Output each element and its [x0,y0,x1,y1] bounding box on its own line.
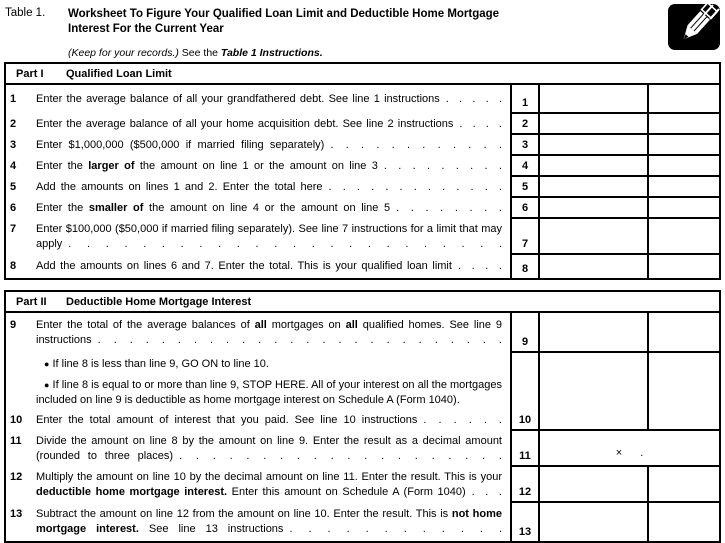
worksheet-row-line-9 [6,313,719,353]
line-2-amount-entry-cell[interactable] [538,114,647,135]
emphasized-text: not home mortgage interest. [36,508,502,535]
line-12-gutter-number: 12 [10,471,23,483]
worksheet-row-line-2 [6,114,719,135]
line-10-text [10,413,502,428]
plain-text: Multiply the amount on line 10 by the decimal amount on line 11. Enter the result. This is your [36,471,502,483]
line-5-gutter-number: 5 [10,181,17,193]
dot-leader: . . . . . . . . . . . . [289,523,502,535]
line-9-gutter-number: 9 [10,319,17,331]
line-2-number-box: 2 [510,114,538,135]
plain-text: See line 13 instructions [138,523,284,535]
bullet-icon: ● [44,359,50,369]
line-12-amount-entry-cell[interactable] [538,467,647,503]
line-4-text [10,159,502,174]
plain-text: Enter the average balance of all your grandfathered debt. See line 1 instructions [36,93,440,105]
line-13-gutter-number: 13 [10,508,23,520]
plain-text: Add the amounts on lines 6 and 7. Enter the total. This is your qualified loan limit [36,260,452,272]
part2-title: Deductible Home Mortgage Interest [66,296,252,308]
line-9-number-box: 9 [510,313,538,353]
line-10-gutter-number: 10 [10,414,23,426]
line-5-description [6,177,510,198]
part2-rows [6,313,719,541]
worksheet-title [68,7,608,61]
dot-leader: . . . . . . . . . . . . . [328,181,502,193]
dot-leader: . . . . [459,118,502,130]
emphasized-text: all [254,319,267,331]
worksheet-title-line1: Worksheet To Figure Your Qualified Loan Limit and Deductible Home Mortgage [68,8,500,20]
line-11-gutter-number: 11 [10,435,22,447]
emphasized-text: smaller of [88,202,144,214]
line-3-amount-entry-cell[interactable] [538,135,647,156]
line-9-description [6,313,510,353]
line-5-number-box: 5 [510,177,538,198]
line-9-secondary-entry-cell[interactable] [647,313,719,353]
line-2-text [10,117,502,132]
line-1-text [10,92,502,107]
line-10-bullet-note: ● If line 8 is equal to or more than line 9, STOP HERE. All of your interest on all the mortgages included on line 9 is deductible as home mortgage interest on Schedule A (Form 1040). [36,379,502,406]
worksheet-title-line2: Interest For the Current Year [68,23,224,35]
line-12-text [10,470,502,500]
line-3-number-box: 3 [510,135,538,156]
line-3-gutter-number: 3 [10,139,17,151]
line-4-description [6,156,510,177]
line-8-description [6,255,510,278]
line-3-description [6,135,510,156]
line-6-amount-entry-cell[interactable] [538,198,647,219]
line-13-text [10,507,502,537]
worksheet-row-line-4 [6,156,719,177]
line-6-gutter-number: 6 [10,202,17,214]
plain-text: the amount on line 4 or the amount on line 5 [143,202,391,214]
line-5-amount-entry-cell[interactable] [538,177,647,198]
dot-leader: . . . . . . . . . [383,160,502,172]
dot-leader: . . . . . . [423,414,502,426]
emphasized-text: larger of [88,160,135,172]
line-7-number-box: 7 [510,219,538,255]
line-1-number-box: 1 [510,85,538,114]
line-13-description [6,503,510,541]
line-2-description [6,114,510,135]
pencil-icon [668,4,720,50]
document-header [5,7,608,61]
line-1-secondary-entry-cell[interactable] [647,85,719,114]
line-1-gutter-number: 1 [10,93,17,105]
part1-label: Part I [16,68,44,80]
plain-text: Enter the average balance of all your home acquisition debt. See line 2 instructions [36,118,454,130]
line-1-amount-entry-cell[interactable] [538,85,647,114]
line-9-amount-entry-cell[interactable] [538,313,647,353]
worksheet-row-line-1 [6,85,719,114]
line-11-description [6,431,510,467]
dot-leader: . . . [471,486,502,498]
plain-text: qualified homes. See line 9 instructions [36,319,502,346]
part2-table [4,290,721,543]
line-5-text [10,180,502,195]
line-4-number-box: 4 [510,156,538,177]
worksheet-row-line-6 [6,198,719,219]
plain-text: Add the amounts on lines 1 and 2. Enter the total here [36,181,323,193]
line-6-text [10,201,502,216]
part2-label: Part II [16,296,47,308]
worksheet-row-line-3 [6,135,719,156]
line-8-gutter-number: 8 [10,260,17,272]
keep-records-note: (Keep for your records.) See the Table 1 Instructions. [68,47,323,59]
line-7-secondary-entry-cell[interactable] [647,219,719,255]
part1-header [6,64,719,85]
line-2-gutter-number: 2 [10,118,17,130]
line-13-secondary-entry-cell[interactable] [647,503,719,541]
plain-text: Subtract the amount on line 12 from the amount on line 10. Enter the result. This is [36,508,452,520]
worksheet-row-line-11 [6,431,719,467]
plain-text: Enter this amount on Schedule A (Form 1040) [227,486,466,498]
line-7-description [6,219,510,255]
line-2-secondary-entry-cell[interactable] [647,114,719,135]
line-11-text [10,434,502,464]
dot-leader: . . . . . . . . . . . . . . . . . . . . . . . . [68,238,502,250]
line-5-secondary-entry-cell[interactable] [647,177,719,198]
line-11-number-box: 11 [510,431,538,467]
part2-header [6,292,719,313]
table-label: Table 1. [5,7,46,19]
dot-leader: . . . . . . . . . . . . [330,139,502,151]
plain-text: Divide the amount on line 8 by the amount on line 9. Enter the result as a decimal amount (rounded to three places) [36,435,502,462]
line-10-secondary-entry-cell[interactable] [647,353,719,431]
worksheet-row-line-7 [6,219,719,255]
plain-text: Enter $100,000 ($50,000 if married filing separately). See line 7 instructions for a limit that may apply [36,223,502,250]
line-3-secondary-entry-cell[interactable] [647,135,719,156]
line-12-description [6,467,510,503]
line-4-gutter-number: 4 [10,160,17,172]
line-3-text [10,138,502,153]
line-11-decimal-entry-cell[interactable] [538,431,719,467]
part1-title: Qualified Loan Limit [66,68,172,80]
worksheet-row-line-13 [6,503,719,541]
line-9-text [10,318,502,348]
plain-text: Enter $1,000,000 ($500,000 if married filing separately) [36,139,325,151]
line-12-secondary-entry-cell[interactable] [647,467,719,503]
line-4-secondary-entry-cell[interactable] [647,156,719,177]
line-8-amount-entry-cell[interactable] [538,255,647,278]
line-10-number-box: 10 [510,353,538,431]
plain-text: the amount on line 1 or the amount on line 3 [134,160,378,172]
line-7-text [10,222,502,252]
worksheet-row-line-10 [6,353,719,431]
line-13-amount-entry-cell[interactable] [538,503,647,541]
worksheet-row-line-5 [6,177,719,198]
line-6-secondary-entry-cell[interactable] [647,198,719,219]
bullet-icon: ● [44,380,50,390]
line-6-number-box: 6 [510,198,538,219]
line-10-description [6,353,510,431]
dot-leader: . . . . . [445,93,502,105]
line-13-number-box: 13 [510,503,538,541]
plain-text: Enter the [36,160,89,172]
dot-leader: . . . . . . . . [396,202,502,214]
dot-leader: . . . . . . . . . . . . . . . . . . . . . . . . . . [97,334,502,346]
line-12-number-box: 12 [510,467,538,503]
multiplication-sign: × [615,447,623,459]
line-7-gutter-number: 7 [10,223,17,235]
plain-text: Enter the total of the average balances of [36,319,255,331]
line-1-description [6,85,510,114]
line-6-description [6,198,510,219]
decimal-point: . [640,447,644,459]
part1-rows [6,85,719,278]
line-10-amount-entry-cell[interactable] [538,353,647,431]
part1-table [4,62,721,280]
plain-text: mortgages on [266,319,346,331]
line-4-amount-entry-cell[interactable] [538,156,647,177]
line-8-number-box: 8 [510,255,538,278]
line-7-amount-entry-cell[interactable] [538,219,647,255]
worksheet-row-line-8 [6,255,719,278]
dot-leader: . . . . [457,260,502,272]
plain-text: Enter the total amount of interest that you paid. See line 10 instructions [36,414,418,426]
emphasized-text: deductible home mortgage interest. [36,486,228,498]
line-8-text [10,259,502,274]
line-10-bullet-note: ● If line 8 is less than line 9, GO ON to line 10. [44,358,269,370]
plain-text: Enter the [36,202,89,214]
emphasized-text: all [345,319,358,331]
line-8-secondary-entry-cell[interactable] [647,255,719,278]
dot-leader: . . . . . . . . . . . . . . . . . . . . [179,450,502,462]
worksheet-row-line-12 [6,467,719,503]
